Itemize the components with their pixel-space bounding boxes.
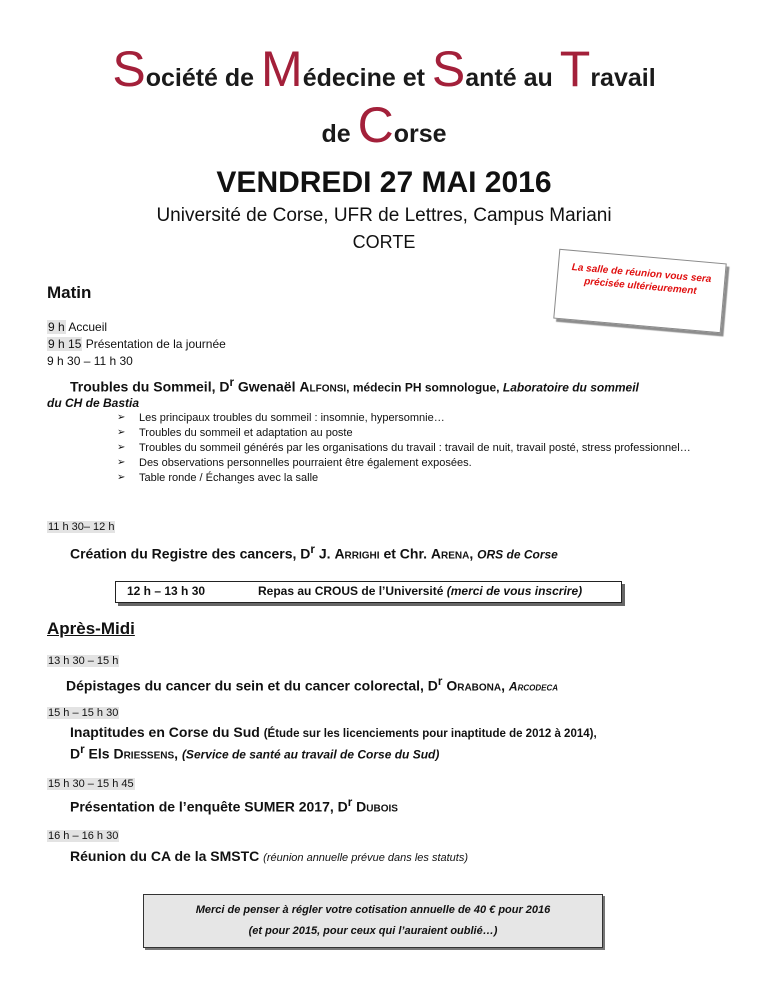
talk-affiliation: Arcodeca: [508, 679, 559, 694]
event-city: CORTE: [352, 232, 416, 252]
fee-line-2: (et pour 2015, pour ceux qui l’auraient oublié…): [248, 925, 498, 937]
speaker-surname: Driessens: [113, 745, 175, 762]
talk-affiliation: Laboratoire du sommeil: [502, 380, 639, 395]
arrow-bullet-icon: ➢: [117, 457, 126, 468]
room-note-box: [553, 249, 726, 333]
schedule-time: 9 h 30 – 11 h 30: [47, 354, 133, 368]
lunch-text: Repas au CROUS de l’Université (merci de vous inscrire): [258, 584, 583, 598]
slot-time-registre: 11 h 30– 12 h: [48, 521, 115, 533]
talk-inaptitudes-speaker: $D^r$ Els Driessens, (Service de santé au travail de Corse du Sud): [70, 743, 440, 762]
schedule-time: 9 h: [48, 320, 65, 334]
speaker-surname: Alfonsi: [299, 378, 347, 395]
room-note-text: La salle de réunion vous sera précisée ultérieurement: [571, 261, 712, 297]
list-item: ➢ Troubles du sommeil et adaptation au poste: [117, 427, 353, 439]
schedule-time: 9 h 15: [48, 337, 82, 351]
arrow-bullet-icon: ➢: [117, 427, 126, 438]
section-title-apres-midi: Après-Midi: [47, 619, 135, 638]
org-title-line-1: Société de Médecine et Santé au Travail: [112, 41, 656, 97]
speaker-surname: Dubois: [352, 798, 398, 815]
talk-note: (réunion annuelle prévue dans les statuts): [263, 852, 469, 864]
arrow-bullet-icon: ➢: [117, 472, 126, 483]
event-venue: Université de Corse, UFR de Lettres, Campus Mariani: [156, 205, 612, 226]
list-item: ➢ Des observations personnelles pourraient être également exposées.: [117, 457, 472, 469]
talk-inaptitudes-title: Inaptitudes en Corse du Sud (Étude sur les licenciements pour inaptitude de 2012 à 2014),: [70, 724, 597, 740]
talk-affiliation: ORS de Corse: [477, 547, 558, 562]
arrow-bullet-icon: ➢: [117, 412, 126, 423]
lunch-box: [115, 581, 622, 603]
membership-fee-box: [143, 894, 603, 948]
fee-line-1: Merci de penser à régler votre cotisation annuelle de 40 € pour 2016: [195, 904, 551, 916]
schedule-item-morning-session: [47, 354, 133, 368]
speaker-surname: Arrighi: [334, 545, 380, 562]
list-item: ➢ Table ronde / Échanges avec la salle: [117, 472, 319, 484]
speaker-surname: Arena: [430, 545, 470, 562]
talk-depistages-title: Dépistages du cancer du sein et du cancer colorectal, $D^r$ Orabona, Arcodeca: [66, 675, 559, 694]
org-title-cap-t: T: [559, 41, 591, 97]
schedule-label: Accueil: [68, 320, 108, 334]
talk-registre-title: Création du Registre des cancers, $D^r$ J. Arrighi et Chr. Arena, ORS de Corse: [70, 543, 558, 562]
arrow-bullet-icon: ➢: [117, 442, 126, 453]
speaker-surname: Orabona: [442, 677, 502, 694]
talk-sumer-title: Présentation de l’enquête SUMER 2017, $D^r$ Dubois: [70, 796, 398, 815]
schedule-item-accueil: [47, 320, 107, 334]
org-title-cap-m: M: [261, 41, 303, 97]
org-title-cap-c: C: [357, 97, 394, 153]
schedule-item-presentation: [47, 337, 226, 351]
talk-sommeil-title: Troubles du Sommeil, $D^r$ Gwenaël Alfonsi, médecin PH somnologue, Laboratoire du sommeil: [70, 376, 639, 395]
talk-detail: (Étude sur les licenciements pour inaptitude de 2012 à 2014),: [263, 728, 597, 740]
schedule-label: Présentation de la journée: [85, 337, 226, 351]
lunch-time: 12 h – 13 h 30: [127, 584, 206, 598]
talk-sommeil-topics: [117, 411, 723, 486]
slot-time-inaptitudes: 15 h – 15 h 30: [48, 707, 119, 719]
talk-reunion-title: Réunion du CA de la SMSTC (réunion annuelle prévue dans les statuts): [70, 848, 469, 864]
talk-affiliation: (Service de santé au travail de Corse du Sud): [181, 747, 440, 762]
slot-time-sumer: 15 h 30 – 15 h 45: [48, 778, 134, 790]
talk-affiliation-line-2: du CH de Bastia: [47, 396, 140, 410]
org-title-line-2: de Corse: [321, 97, 447, 153]
slot-time-depistages: 13 h 30 – 15 h: [48, 655, 119, 667]
list-item: ➢ Les principaux troubles du sommeil : insomnie, hypersomnie…: [117, 412, 445, 424]
slot-time-reunion: 16 h – 16 h 30: [48, 830, 119, 842]
event-date: VENDREDI 27 MAI 2016: [216, 166, 552, 199]
lunch-note: (merci de vous inscrire): [446, 584, 583, 598]
org-title-cap-s: S: [112, 41, 146, 97]
org-title-cap-s2: S: [431, 41, 466, 97]
list-item: ➢ Troubles du sommeil générés par les organisations du travail : travail de nuit, travail posté, stress professionnel…: [117, 442, 691, 454]
section-title-matin: Matin: [47, 283, 92, 302]
